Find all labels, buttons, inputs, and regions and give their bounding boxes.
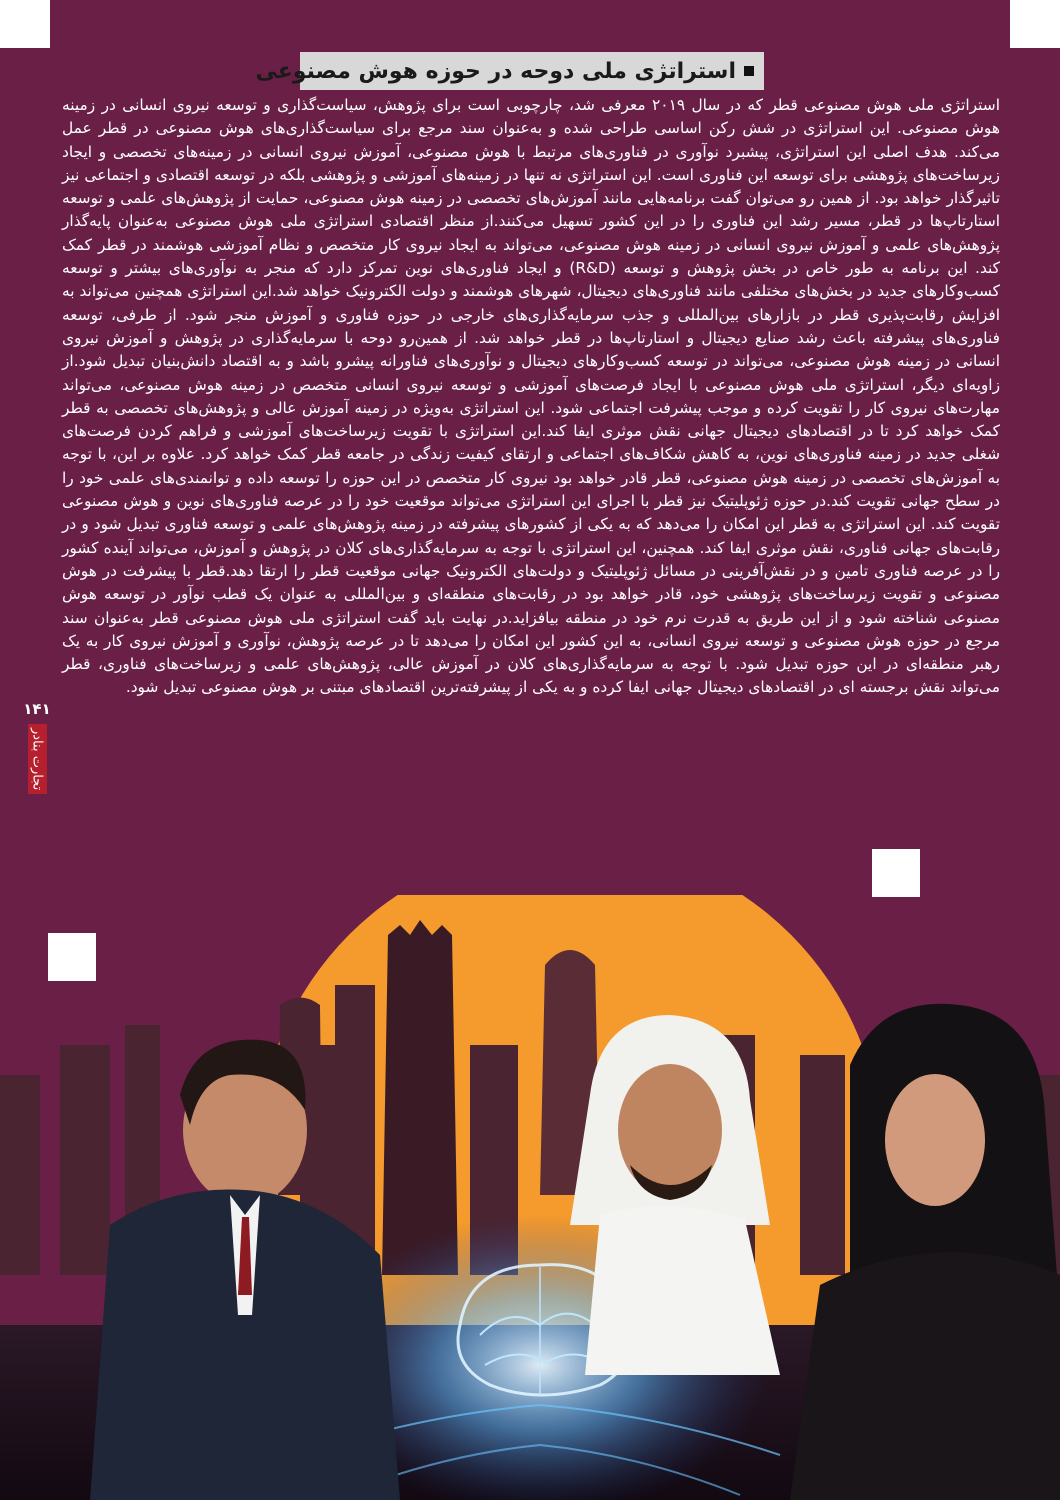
page-number: ۱۴۱	[23, 700, 51, 718]
corner-decoration-top-left	[0, 0, 50, 48]
magazine-name: تجارت بنادر	[28, 724, 47, 794]
decorative-white-square-left	[48, 933, 96, 981]
article-title: استراتژی ملی دوحه در حوزه هوش مصنوعی	[255, 58, 736, 84]
decorative-white-square	[872, 849, 920, 897]
page-footer-tag	[20, 700, 54, 794]
corner-decoration-top-right	[1010, 0, 1060, 48]
article-paragraph: استراتژی ملی هوش مصنوعی قطر که در سال ۲۰۱۹ معرفی شد، چارچوبی است برای پژوهش، سیاست‌گذاری و توسعه نیروی انسانی در زمینه هوش مصنوعی. این استراتژی در شش رکن اساسی طراحی شده و به‌عنوان سند مرجع برای سیاست‌گذاری‌های هوش مصنوعی در قطر عمل می‌کند. هدف اصلی این استراتژی، پیشبرد نوآوری در فناوری‌های مرتبط با هوش مصنوعی، آموزش نیروی انسانی در زمینه‌های تخصصی و ایجاد زیرساخت‌های پژوهشی برای توسعه این فناوری است. این استراتژی نه تنها در زمینه‌های آموزشی و پژوهشی بلکه در توسعه اقتصادی و اجتماعی نیز تاثیرگذار خواهد بود. از همین رو می‌توان گفت برنامه‌هایی مانند آموزش‌های تخصصی در زمینه هوش مصنوعی، حمایت از پژوهش‌های علمی و توسعه استارتاپ‌ها در قطر، مسیر رشد این فناوری را در این کشور تسهیل می‌کنند.از منظر اقتصادی استراتژی ملی هوش مصنوعی به‌عنوان پایه‌گذار پژوهش‌های علمی و آموزش نیروی انسانی در زمینه هوش مصنوعی، می‌تواند به ایجاد نیروی کار متخصص و نظام آموزشی هوشمند در قطر کمک کند. این برنامه به طور خاص در بخش پژوهش و توسعه (R&D) و ایجاد فناوری‌های نوین تمرکز دارد که منجر به نوآوری‌های بیشتر و توسعه کسب‌وکارهای جدید در بخش‌های مختلفی مانند فناوری‌های دیجیتال، شهرهای هوشمند و دولت الکترونیک خواهد شد.این استراتژی همچنین می‌تواند به افزایش رقابت‌پذیری قطر در بازارهای بین‌المللی و جذب سرمایه‌گذاری‌های خارجی در حوزه فناوری و آموزش منجر شود. از طرفی، توسعه فناوری‌های پیشرفته باعث رشد صنایع دیجیتال و استارتاپ‌ها در قطر خواهد شد. از همین‌رو دوحه با سرمایه‌گذاری در پژوهش و آموزش نیروی انسانی در زمینه هوش مصنوعی، می‌تواند در توسعه کسب‌وکارهای دیجیتال و نوآوری‌های فناورانه پیشرو باشد و به اقتصاد دانش‌بنیان تبدیل شود.از زاویه‌ای دیگر، استراتژی ملی هوش مصنوعی با ایجاد فرصت‌های آموزشی و توسعه نیروی انسانی متخصص در زمینه هوش مصنوعی، می‌تواند مهارت‌های نیروی کار را تقویت کرده و موجب پیشرفت اجتماعی شود. این استراتژی به‌ویژه در زمینه آموزش عالی و پژوهش‌های تخصصی به قطر کمک خواهد کرد تا در اقتصادهای دیجیتال جهانی نقش موثری ایفا کند.این استراتژی با تقویت زیرساخت‌های آموزشی و فراهم کردن فرصت‌های شغلی جدید در زمینه فناوری‌های نوین، به کاهش شکاف‌های اجتماعی و ارتقای کیفیت زندگی در جامعه قطر کمک خواهد کرد. علاوه بر این، با توجه به آموزش‌های تخصصی در زمینه هوش مصنوعی، قطر قادر خواهد بود نیروی کار متخصص در این حوزه را توسعه داده و توانمندی‌های علمی خود را در سطح جهانی تقویت کند.در حوزه ژئوپلیتیک نیز قطر با اجرای این استراتژی می‌تواند موقعیت خود را در عرصه فناوری‌های نوین و هوش مصنوعی تقویت کند. این استراتژی به قطر این امکان را می‌دهد که به یکی از کشورهای پیشرفته در زمینه پژوهش‌های علمی و توسعه فناوری تبدیل شود و در رقابت‌های جهانی فناوری، نقش موثری ایفا کند. همچنین، این استراتژی با توجه به سرمایه‌گذاری‌های کلان در پژوهش و آموزش، می‌تواند آینده کشور را در عرصه فناوری تامین و در نقش‌آفرینی در مسائل ژئوپلیتیک و دولت‌های الکترونیک جهانی موقعیت قطر را ارتقا دهد.قطر با پیشرفت در هوش مصنوعی و تقویت زیرساخت‌های پژوهشی خود، قادر خواهد بود در رقابت‌های منطقه‌ای و بین‌المللی به عنوان یک قطب نوآور در توسعه هوش مصنوعی شناخته شود و از این طریق به قدرت نرم خود در منطقه بیافزاید.در نهایت باید گفت استراتژی ملی هوش مصنوعی قطر به‌عنوان سند مرجع در حوزه هوش مصنوعی و توسعه نیروی انسانی، به این کشور این امکان را می‌دهد تا در عرصه پژوهش، نوآوری و آموزش نیروی کار به یک رهبر منطقه‌ای در این حوزه تبدیل شود. با توجه به سرمایه‌گذاری‌های کلان در آموزش عالی، پژوهش‌های علمی و زیرساخت‌های فناوری، قطر می‌تواند نقش برجسته ای در اقتصادهای دیجیتال جهانی ایفا کرده و به یکی از پیشرفته‌ترین اقتصادهای مبتنی بر هوش مصنوعی تبدیل شود.	[62, 96, 1000, 697]
article-body	[62, 94, 1000, 700]
article-title-bar	[255, 52, 764, 90]
cover-illustration	[0, 895, 1060, 1500]
title-bullet-icon	[744, 66, 754, 76]
